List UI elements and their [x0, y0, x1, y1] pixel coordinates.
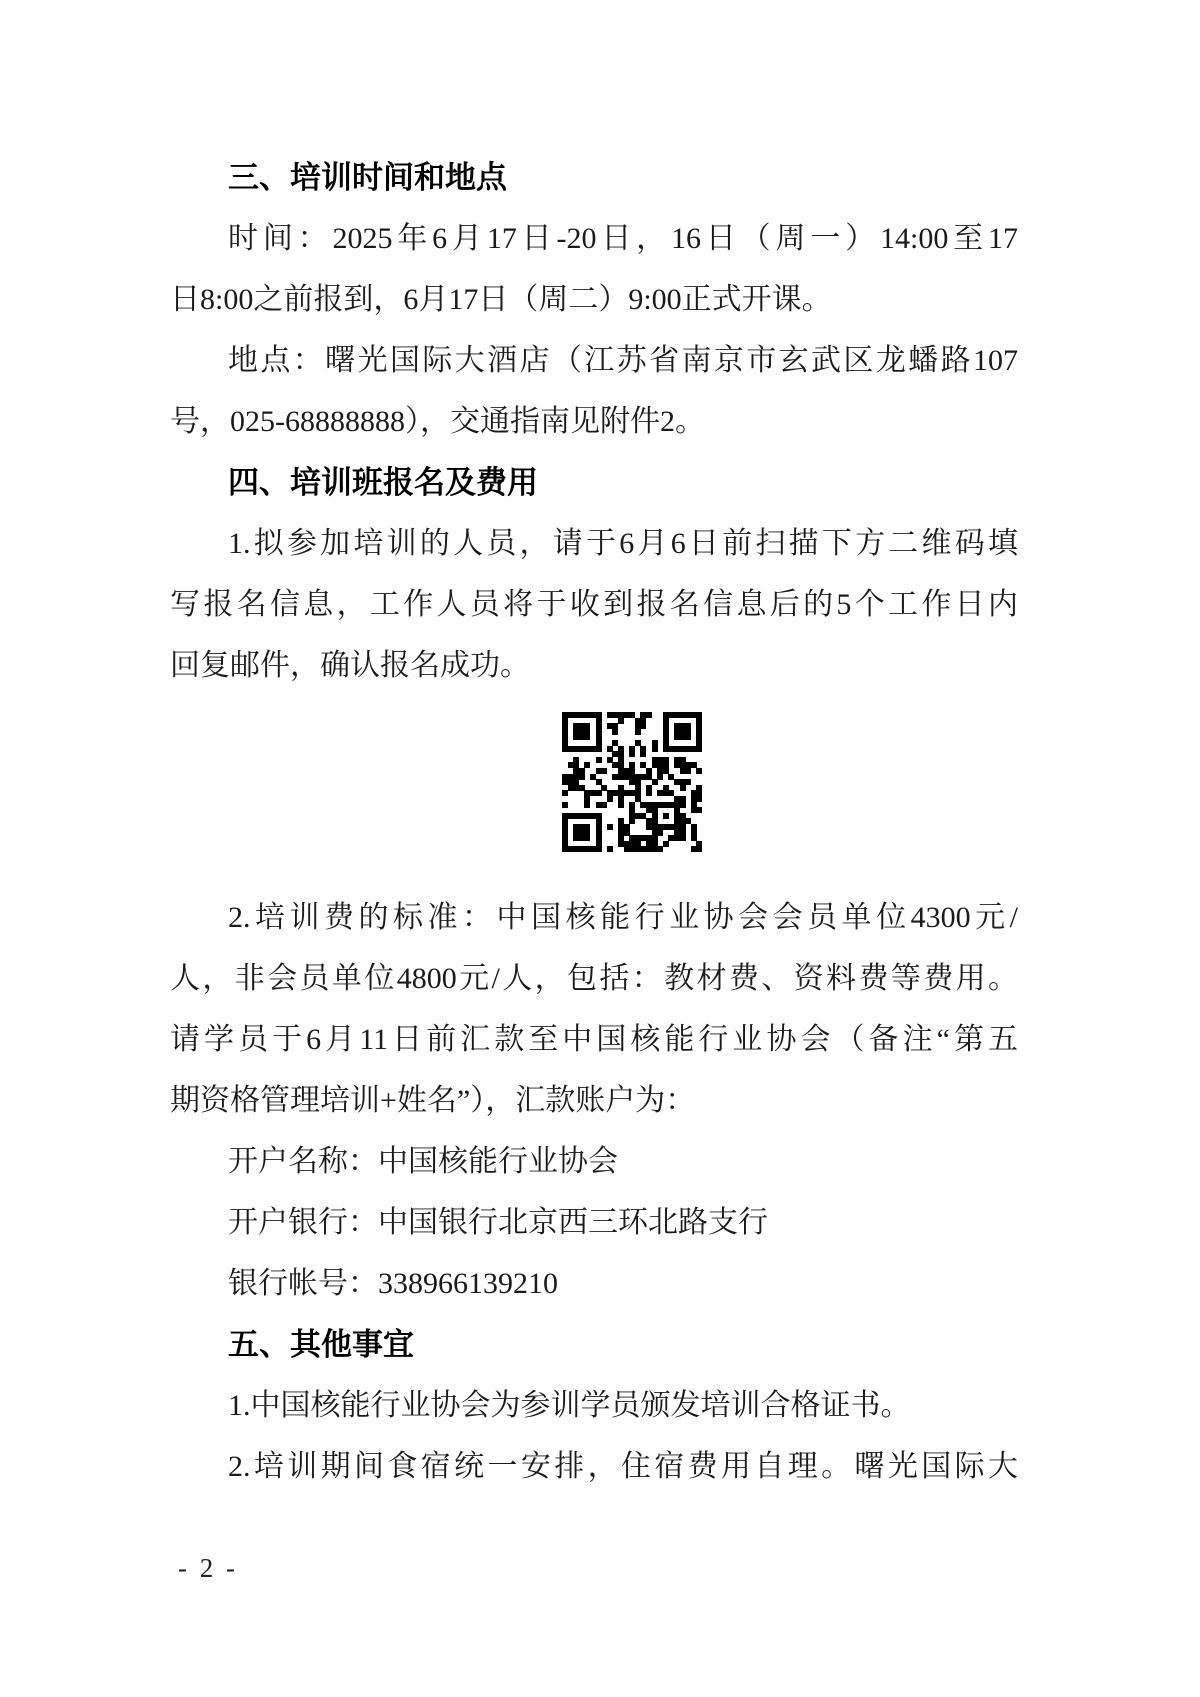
time-line-1: 时间：2025年6月17日-20日，16日（周一）14:00至17: [228, 222, 1018, 255]
document-body: [170, 147, 1018, 1497]
page-number: - 2 -: [178, 1553, 238, 1583]
registration-line-2: 写报名信息，工作人员将于收到报名信息后的5个工作日内: [170, 588, 1018, 621]
time-line-2: 日8:00之前报到，6月17日（周二）9:00正式开课。: [170, 283, 832, 316]
section-5-heading: 五、其他事宜: [228, 1327, 414, 1362]
account-bank-line: 开户银行：中国银行北京西三环北路支行: [228, 1206, 768, 1239]
fee-line-3: 请学员于6月11日前汇款至中国核能行业协会（备注“第五: [170, 1023, 1018, 1056]
registration-line-3: 回复邮件，确认报名成功。: [170, 649, 530, 682]
place-line-1: 地点：曙光国际大酒店（江苏省南京市玄武区龙蟠路107: [228, 344, 1018, 377]
fee-line-1: 2.培训费的标准：中国核能行业协会会员单位4300元/: [228, 901, 1018, 934]
other-line-2: 2.培训期间食宿统一安排，住宿费用自理。曙光国际大: [228, 1450, 1018, 1483]
registration-line-1: 1.拟参加培训的人员，请于6月6日前扫描下方二维码填: [228, 527, 1018, 560]
fee-line-4: 期资格管理培训+姓名”），汇款账户为：: [170, 1084, 696, 1117]
other-line-1: 1.中国核能行业协会为参训学员颁发培训合格证书。: [228, 1389, 911, 1422]
fee-line-2: 人，非会员单位4800元/人，包括：教材费、资料费等费用。: [170, 962, 1018, 995]
account-name-line: 开户名称：中国核能行业协会: [228, 1145, 618, 1178]
account-number-line: 银行帐号：338966139210: [228, 1267, 558, 1300]
section-4-heading: 四、培训班报名及费用: [228, 465, 538, 500]
registration-qr-code: [562, 712, 702, 852]
section-3-heading: 三、培训时间和地点: [228, 160, 507, 195]
place-line-2: 号，025-68888888），交通指南见附件2。: [170, 405, 705, 438]
